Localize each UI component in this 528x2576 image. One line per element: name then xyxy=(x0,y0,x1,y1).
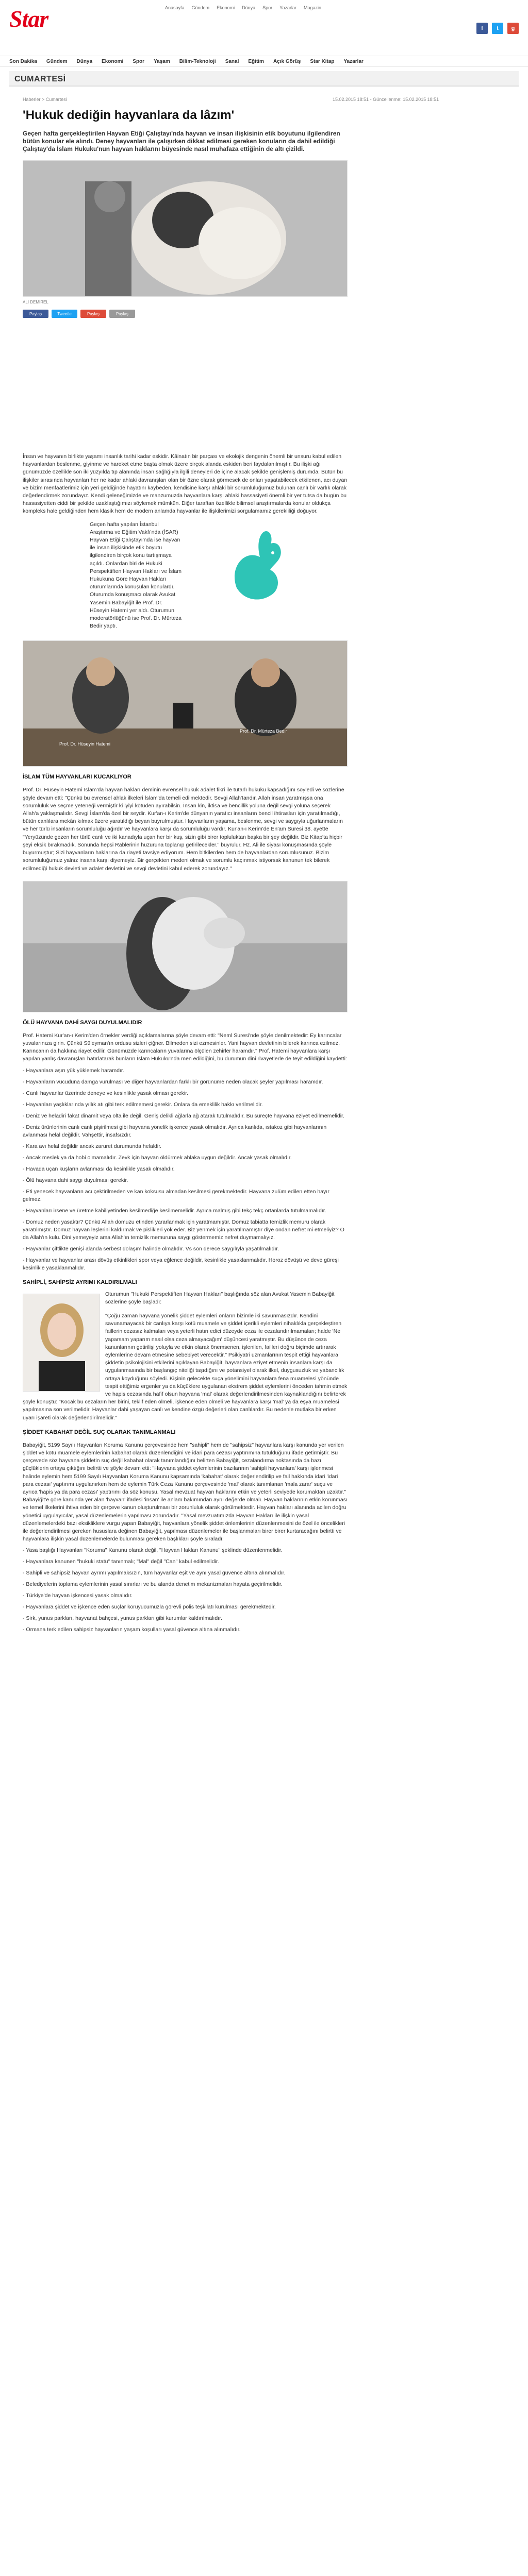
top-link[interactable]: Dünya xyxy=(242,5,256,10)
nav-item[interactable]: Ekonomi xyxy=(102,58,124,64)
list-item: - Kara avı helal değildir ancak zaruret durumunda helaldir. xyxy=(23,1143,162,1149)
nav-item[interactable]: Yazarlar xyxy=(343,58,364,64)
yasemin-babayigit-portrait xyxy=(23,1294,100,1392)
top-link[interactable]: Anasayfa xyxy=(165,5,185,10)
cow-photo xyxy=(23,881,348,1012)
list-item: - Hayvanları irsene ve üretme kabiliyetinden kesilmediğe kesilmemelidir. Ayrıca malmış gibi tekç tekç ortanlarda tutulmamalıdır. xyxy=(23,1207,326,1214)
bullet-list-2 xyxy=(23,1547,348,1634)
nav-item[interactable]: Açık Görüş xyxy=(273,58,301,64)
share-buttons xyxy=(23,310,348,318)
list-item: - Sahipli ve sahipsiz hayvan ayrımı yapılmaksızın, tüm hayvanlar eşit ve aynı yasal güvence altına alınmalıdır. xyxy=(23,1570,286,1577)
nav-item[interactable]: Bilim-Teknoloji xyxy=(179,58,216,64)
top-link[interactable]: Spor xyxy=(262,5,273,10)
list-item: - Ancak meslek ya da hobi olmamalıdır. Zevk için hayvan öldürmek ahlaka uygun değildir. Ancak yasak olmalıdır. xyxy=(23,1154,292,1161)
main-nav xyxy=(0,56,528,67)
nav-item[interactable]: Eğitim xyxy=(248,58,264,64)
paragraph-4: Prof. Hatemi Kur'an-ı Kerim'den örnekler verdiği açıklamalarına şöyle devam etti: "Neml Suresi'nde şöyle denilmektedir: Ey karıncalar yuvalarınıza girin. Çünkü Süleyman'ın ordusu sizleri çiğner. Bilmeden sizi ezmesinler. Yani hayvan devletinin bilerek karınca ezilmez. Karıncanın da hakkına riayet edilir. Günümüzde karıncaların yuvalarına ölçülen zehirler haramdır." Prof. Hatemi hayvanlara karşı yapılan yanlış davranışları hatırlatarak bunların İslam Hukuku'nda men edildiğini, bu durumun dini rivayetlerle de teyit edildiğini kaydetti: xyxy=(23,1032,347,1062)
site-logo[interactable]: Star xyxy=(9,6,48,32)
photo-label-2: Prof. Dr. Mürteza Bedir xyxy=(240,728,287,734)
top-link[interactable]: Gündem xyxy=(191,5,210,10)
list-item: - Hayvanlara aşırı yük yüklemek haramdır. xyxy=(23,1067,124,1074)
list-item: - Hayvanlar ve hayvanlar arası dövüş etkinlikleri spor veya eğlence değildir, kesinlikle yasaklanmalıdır. Horoz dövüşü ve deve güreşi kesinlikle yasaklanmalıdır. xyxy=(23,1257,339,1271)
bullet-list-1 xyxy=(23,1067,348,1272)
calf-and-man-photo xyxy=(23,161,348,297)
generic-share-button[interactable]: Paylaş xyxy=(109,310,135,318)
paragraph-5b: "Çoğu zaman hayvana yönelik şiddet eylemleri onların bizimle iki savunmasızdır. Kendini savunamayacak bir canlıya karşı kötü muamele ve şiddet içerikli eylemleri nihaklıkla gerçekleştiren faillerin cezasız kalmaları veya yeterli hatırı edici düzeyde ceza ile cezalandırılmamaları; halde 'Ne yaparsam yaparım nasıl olsa ceza almayacağım' düşüncesi yaratmıştır. Bu düşünce de ceza kanunlarının getirilişi yoluyla ve etkin olarak önemsenen, işlenilen, failleri doğru biçimde artırarak eylemlerine devam etmesine sebebiyet verecektir." Psikiyatri uzmanlarının tespit ettiği hayvanlara şiddetin psikolojisini etkilerini açıklayan Babayiğit, hayvanlara eziyet etmenin insanlara karşı da uygulanmasında bir başlangıç niteliği taşıdığını ve potansiyel olarak ilkel, duygusuzluk ve yabancılık ortaya koyduğunu söyledi. Kişinin gelecekte suça yönelimini hayvanlara fena muamelesi yönünde tespit ettiğimiz ergenler ya da küçüklere uygulanan ekstrem şiddet eylemlerini önceden tahmin etmek ve hapis cezasında hafif olsun hayvana 'mal' olarak değerlendirilmesinden kaynaklandığını belirterek şöyle konuştu: "Kocak bu cezaların her birini, teklif eden ölmeli, işkence eden ölmeli ve hayvanlara karşı 'mal' ya da eşya muamelesi yapılmasına son verilmelidir. Hayvanlar dahi yaşayan canlı ve kendine özgü değerleri olan canlılardır. Bu nedenle mutlaka bir erken uyarı işareti olarak değerlendirilmelidir." xyxy=(23,1312,348,1421)
article-spot: Geçen hafta gerçekleştirilen Hayvan Etiği Çalıştayı'nda hayvan ve insan ilişkisinin etik boyutunu ilgilendiren bütün konular ele alındı. Deney hayvanları ile çalışırken dikkat edilmesi gereken konuların da dahil edildiği Çalıştay'da İslam Hukuku'nun hayvan haklarını büyesinde nasıl muhafaza ettiğinin de altı çizildi. xyxy=(23,130,340,152)
top-link[interactable]: Magazin xyxy=(303,5,321,10)
top-links xyxy=(165,5,321,10)
list-item: - Domuz neden yasaktır? Çünkü Allah domuzu etinden yararlanmak için yaratmamıştır. Domuz tabiatta temizlik memuru olarak yaratılmıştır. Domuz hayvan leşlerini kaldırmak ve pislikleri yok eder. Biz yenmek için yaratılmamıştır diye ondan nefret mi etmeliyiz? O da Allah'ın kulu. Dini yemeyeyiz ama Allah'ın temizlik memuruna saygı göstermemiz nefret duymamalıyız. xyxy=(23,1218,344,1241)
nav-item[interactable]: Spor xyxy=(133,58,145,64)
portrait-photo xyxy=(23,1294,100,1392)
nav-item[interactable]: Dünya xyxy=(76,58,93,64)
photo-credit: ALİ DEMİREL xyxy=(23,300,48,304)
twitter-icon[interactable]: t xyxy=(492,23,503,34)
list-item: - Hayvanlara şiddet ve işkence eden suçlar koruyucumuzla görevli polis teşkilatı kurulması gerekmektedir. xyxy=(23,1604,276,1611)
subheading-sahip: SAHİPLİ, SAHİPSİZ AYRIMI KALDIRILMALI xyxy=(23,1279,137,1285)
google-plus-icon[interactable]: g xyxy=(507,23,519,34)
nav-item[interactable]: Gündem xyxy=(46,58,68,64)
subheading-olu: ÖLÜ HAYVANA DAHİ SAYGI DUYULMALIDIR xyxy=(23,1019,142,1026)
header-social-icons xyxy=(476,23,519,34)
rabbit-icon xyxy=(188,521,317,608)
list-item: - Yasa başlığı Hayvanları "Koruma" Kanunu olarak değil, "Hayvan Hakları Kanunu" şeklinde düzenlenmelidir. xyxy=(23,1547,283,1554)
nav-item[interactable]: Son Dakika xyxy=(9,58,37,64)
subheading-islam: İSLAM TÜM HAYVANLARI KUCAKLIYOR xyxy=(23,774,131,781)
list-item: - Eti yenecek hayvanların acı çektirilmeden ve kan koksusu almadan kesilmesi gerekmektedir. Hayvana zulüm edilen etten hayır gelmez. xyxy=(23,1188,329,1202)
paragraph-6: Babayiğit, 5199 Sayılı Hayvanları Koruma Kanunu çerçevesinde hem "sahipli" hem de "sahipsiz" hayvanlara karşı kanunda yer verilen şiddet ve kötü muamele eylemlerinin kabahat olarak düzenlendiğini ve idari para cezası yaptırımına tutulduğunu ifade getirmiştir. Bu çerçevede söz hayvana şiddetin suç değil kabahat olarak tanımlandığını belirten Babayiğit, cezalandırma noktasında da bazı güçlüklerin ortaya çıktığını belirtti ve şöyle devam etti: "Hayvana şiddet eylemlerinin bazılarının 'sahipli hayvanlara' karşı işlenmesi halinde eylemin hem 5199 Sayılı Hayvanları Koruma Kanunu kapsamında 'kabahat' olarak değerlendirilip ve fail hakkında idari 'idari para cezası' yaptırımı uygulanırken hem de eylemin Türk Ceza Kanunu çerçevesinde 'mal' olarak tanımlanan 'mala zarar' suçu ve ayrıca 'hapis ya da para cezası' yaptırımı da söz konusu. Yasal mevzuat hayvan haklarını etkin ve yeterli seviyede korumaktan uzaktır." Babayiğit'e göre kanunda yer alan 'hayvan' ifadesi 'insan' ile anlam bakımından aynı değerde olmalı. Hayvan haklarının etkin korunması ve temel ilkelerini ihtiva eden bir çerçeve kanun oluşturulması bir zorunluluk olarak görülmektedir. Hayvan hakları alanında acilen doğru yönetici uygulayıcılar, yasal düzenlemelerin yapılması zorundadır. "Yasal mevzuatımızda Hayvan Hakları ile ilişkin yasal düzenlemelerdeki bazı eksikliklere vurgu yapan Babayiğit, hayvanlara yönelik şiddet önlemlerinin düzenlenmesini de özel ile öncelikleri ile değerlendirilmesi gereken hususlara değinen Babayiğit, yapılması düzenlemeler ile başlanmaları birer birer kurtaracağını belirtti ve hayvanlara ilişkin yasal düzenlemelerde bulunması gereken başlıkları şöyle sıraladı: xyxy=(23,1442,348,1543)
section-header xyxy=(9,71,519,87)
paragraph-1: İnsan ve hayvanın birlikte yaşamı insanlık tarihi kadar eskidir. Kâinatın bir parçası ve ekolojik dengenin önemli bir unsuru kabul edilen hayvanlardan beslenme, giyinme ve hareket etme başta olmak üzere birçok alanda eskiden beri faydalanılmıştır. Bu ilişki ağı günümüzde özellikle son iki yüzyılda tıp alanında insan sağlığıyla ilgili deneyleri de içine alacak şekilde genişlemiş durumda. Bütün bu ilişkiler sırasında hayvanları her ne kadar ahlaki davranışları olan bir özne olarak görmesek de onları yaşatabilecek etkilenen, acı duyan ve bizim menfaatlerimiz için yeri geldiğinde hayatını kaybeden, kendisine karşı ahlaki bir sorumluluğumuz bulunan canlı bir varlık olarak değerlendirmek zorundayız. Kendi geleneğimizde ve manzumuzda hayvanlara karşı ahlaki hassasiyeti önemli bir yer tutsa da bugün bu hassasiyetten ciddi bir şekilde uzaklaştığımızı söylemek mümkün. Diğer taraftan özellikle bilimsel araştırmalarda konular oldukça kompleks hale geldiğinden hem klasik hem de modern anlamda hayvanlar ile ilişkilerimizi sorgulamamız gerekliliği doğuyor. xyxy=(23,453,348,515)
section-title: CUMARTESİ xyxy=(14,75,66,83)
top-link[interactable]: Yazarlar xyxy=(279,5,296,10)
paragraph-2: Geçen hafta yapılan İstanbul Araştırma ve Eğitim Vakfı'nda (İSAR) Hayvan Etiği Çalıştayı'nda ise hayvan ile insan ilişkisinde etik boyutu ilgilendiren birçok konu tartışmaya açıldı. Onlardan biri de Hukuki Perspektiften Hayvan Hakları ve İslam Hukukuna Göre Hayvan Hakları oturumlarında konuşulan konulardı. Oturumda konuşmacı olarak Avukat Yasemin Babayiğit ile Prof. Dr. Hüseyin Hatemi yer aldı. Oturumun moderatörlüğünü ise Prof. Dr. Mürteza Bedir yaptı. xyxy=(90,521,182,630)
rabbit-illustration xyxy=(188,521,317,608)
spacer xyxy=(23,318,348,447)
list-item: - Deniz ürünlerinin canlı canlı pişirilmesi gibi hayvana yönelik işkence yasak olmalıdır. Ayrıca kanlıda, ıstakoz gibi hayvanlarının avlanması helal değildir. Vahşettir, insafsızdır. xyxy=(23,1124,327,1138)
list-item: - Ormana terk edilen sahipsiz hayvanların yaşam koşulları yasal güvence altına alınmalıdır. xyxy=(23,1626,241,1633)
paragraph-3: Prof. Dr. Hüseyin Hatemi İslam'da hayvan hakları deminin evrensel hukuk adalet fikri ile tutarlı hukuku kapsadığını söyledi ve sözlerine şöyle devam etti: "Çünkü bu evrensel ahlak ilkeleri İslam'da temeli edilmektedir. Sevgi Allah'tandır. Allah insan yaratmışsa ona sorumluluk ve seçme yeteneği vermiştir ki iyiyi kötüden ayırabilsin. İnsan kin, iktisa ve bencillik yoluna değil sevgi yoluna seçerek Allah'a yaklaşmalıdır. Sevgi İslam'da özel bir seydir. Kur'an-ı Kerim'de dünyanın yaratıcı insanların bencil ihtirasları için yaratılmadığı, bütün canlılara mekân kılmak üzere yaratıldığı beyan buyrulmuştur. Hayvanların yaşama, beslenme, sevgi ve saygıyla uğurlanmaların ve her türlü insanların sorumluluğu ağırdır ve hayvanlara karşı da sorumluluğu vardır. Kur'an-ı Kerim'de En'am Suresi 38. ayette "Yeryüzünde gezen her türlü canlı ve iki kanadıyla uçan her bir kuş, sizin gibi birer topluluktan başka bir şey değildir. Biz Kitap'ta hiçbir şeyi eksik bırakmadık. Sonunda hepsi Rablerinin huzuruna toplanıp getirilecekler." buyrulur. Hz. Ali ile siyası konuşmasında şöyle buyurmuştur; Sizi hayvanların haklarına da riayeti tavsiye ediyorum. Hem bitkilerden hem de hayvanlardan sorumlusunuz. Bizim sorumluluğumuz yalnız insana karşı diyemeyiz. Bir gerçekten medeni olmak ve sorumlu kaçınmak istiyorsak kanunun tek bilerek edilmediği hukuk devleti ve adalet devletini ve sevgi devletini kabul ederek zorundayız." xyxy=(23,787,344,872)
list-item: - Havada uçan kuşların avlanması da kesinlikle yasak olmalıdır. xyxy=(23,1165,175,1172)
list-item: - Sirk, yunus parkları, hayvanat bahçesi, yunus parkları gibi kurumlar kaldırılmalıdır. xyxy=(23,1615,222,1622)
list-item: - Deniz ve heladiri fakat dinamit veya olta ile değil. Geniş delikli ağlarla ağ atarak tutulmalıdır. Bu süreçte hayvana eziyet edilmemelidir. xyxy=(23,1112,344,1119)
list-item: - Hayvanlara kanunen "hukuki statü" tanınmalı; "Mal" değil "Can" kabul edilmelidir. xyxy=(23,1558,219,1565)
twitter-share-button[interactable]: Tweetle xyxy=(52,310,77,318)
facebook-share-button[interactable]: Paylaş xyxy=(23,310,48,318)
nav-item[interactable]: Star Kitap xyxy=(310,58,335,64)
nav-item[interactable]: Yaşam xyxy=(154,58,170,64)
breadcrumb[interactable]: Haberler > Cumartesi xyxy=(23,97,67,102)
photo-label-1: Prof. Dr. Hüseyin Hatemi xyxy=(59,741,111,747)
nav-item[interactable]: Sanal xyxy=(225,58,239,64)
facebook-icon[interactable]: f xyxy=(476,23,488,34)
list-item: - Belediyelerin toplama eylemlerinin yasal sınırları ve bu alanda denetim mekanizmaları hayata geçirilmelidir. xyxy=(23,1581,283,1588)
top-link[interactable]: Ekonomi xyxy=(217,5,235,10)
list-item: - Türkiye'de hayvan işkencesi yasak olmalıdır. xyxy=(23,1592,133,1599)
article-title: 'Hukuk dediğin hayvanlara da lâzım' xyxy=(23,108,235,122)
panel-speakers-photo xyxy=(23,641,348,767)
list-item: - Hayvanları yaşlıklarında yıllık atı gibi terk edilmemesi gerekir. Onlara da emeklilik hakkı verilmelidir. xyxy=(23,1101,263,1108)
article xyxy=(23,103,348,1634)
main-photo xyxy=(23,160,348,297)
publish-dates: 15.02.2015 18:51 - Güncellenme: 15.02.2015 18:51 xyxy=(333,97,439,102)
list-item: - Hayvanlar çiftlikte genişi alanda serbest dolaşım halinde olmalıdır. Vs son derece saygılıyla yaşatılmalıdır. xyxy=(23,1245,279,1252)
panel-photo xyxy=(23,640,348,767)
paragraph-5a: Oturumun "Hukuki Perspektiften Hayvan Hakları" başlığında söz alan Avukat Yasemin Babayiğit sözlerine şöyle başladı: xyxy=(105,1291,335,1305)
google-share-button[interactable]: Paylaş xyxy=(80,310,106,318)
list-item: - Canlı hayvanlar üzerinde deneye ve kesinlikle yasak olması gerekir. xyxy=(23,1090,188,1096)
list-item: - Ölü hayvana dahi saygı duyulması gerekir. xyxy=(23,1177,128,1183)
subheading-siddet: ŞİDDET KABAHAT DEĞİL SUÇ OLARAK TANIMLANMALI xyxy=(23,1429,176,1435)
woman-and-cow-photo xyxy=(23,882,348,1012)
list-item: - Hayvanların vücuduna damga vurulması ve diğer hayvanlardan farklı bir görünüme neden olacak şeyler yapılması haramdır. xyxy=(23,1078,323,1085)
site-header xyxy=(0,0,528,54)
